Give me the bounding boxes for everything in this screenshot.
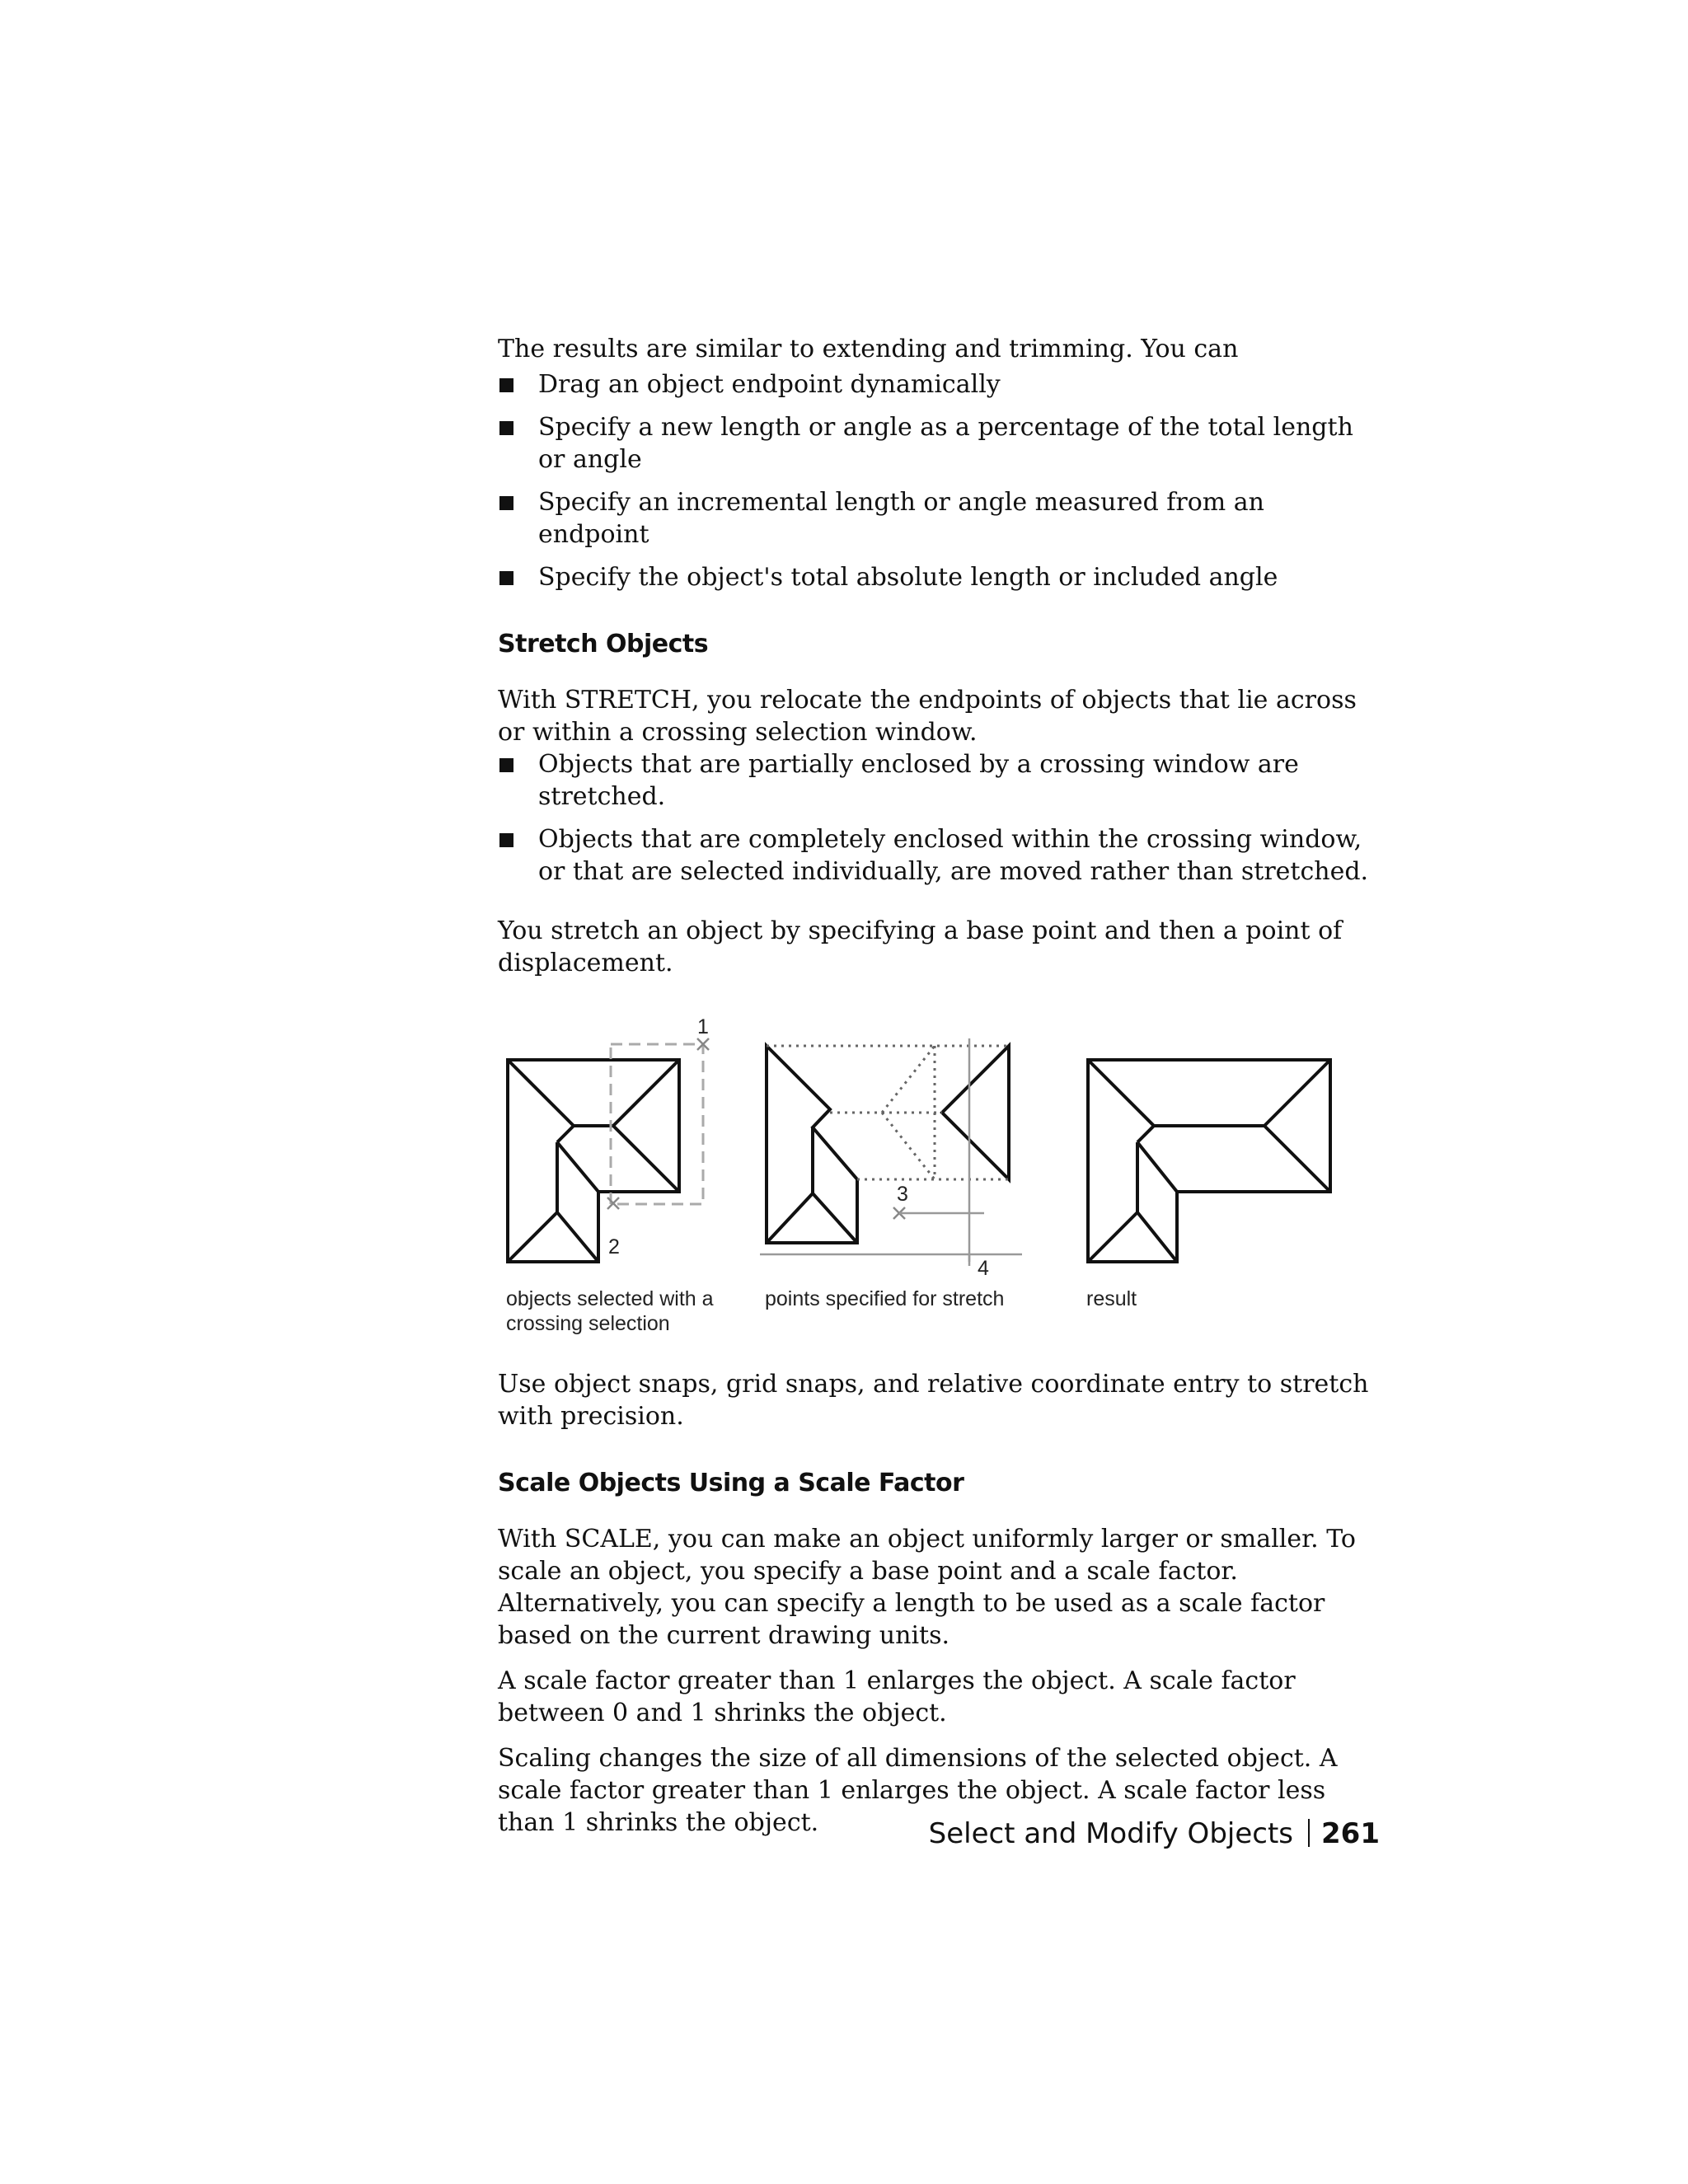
stretch-paragraph-1: With STRETCH, you relocate the endpoints of objects that lie across or within a crossing selection window. — [498, 686, 1357, 747]
scale-paragraph-2: A scale factor greater than 1 enlarges the object. A scale factor between 0 and 1 shrinks the object. — [498, 1666, 1296, 1727]
original-shape — [508, 1060, 679, 1262]
bullet-list-stretch — [498, 748, 1380, 888]
section-heading-scale: Scale Objects Using a Scale Factor — [498, 1469, 964, 1497]
ghost-lines — [767, 1046, 1009, 1179]
intro-paragraph: The results are similar to extending and trimming. You can — [498, 335, 1239, 363]
stretch-paragraph-2: You stretch an object by specifying a base point and then a point of displacement. — [498, 916, 1343, 977]
list-item — [498, 561, 1380, 593]
section-heading-stretch: Stretch Objects — [498, 630, 709, 658]
list-item-text: Specify the object's total absolute length or included angle — [538, 563, 1278, 592]
bullet-square-icon — [499, 378, 513, 392]
scale-paragraph-3: Scaling changes the size of all dimensions of the selected object. A scale factor greater than 1 enlarges the object. A scale factor less than 1 shrinks the object. — [498, 1744, 1338, 1837]
page-content — [498, 333, 1380, 1839]
bullet-square-icon — [499, 496, 513, 510]
list-item-text: Specify an incremental length or angle measured from an endpoint — [538, 488, 1265, 549]
list-item-text: Objects that are partially enclosed by a crossing window are stretched. — [538, 750, 1299, 811]
scale-paragraph-1: With SCALE, you can make an object uniformly larger or smaller. To scale an object, you specify a base point and a scale factor. Alternatively, you can specify a length to be used as a scale factor based on the current drawing units. — [498, 1525, 1356, 1650]
list-item — [498, 748, 1380, 813]
after-figure-paragraph: Use object snaps, grid snaps, and relative coordinate entry to stretch with precision. — [498, 1370, 1369, 1431]
callout-number: 1 — [697, 1015, 709, 1038]
list-item — [498, 368, 1380, 401]
footer-separator — [1308, 1819, 1310, 1847]
bullet-list-options — [498, 368, 1380, 593]
list-item — [498, 823, 1380, 888]
bullet-square-icon — [499, 758, 513, 772]
caption-stretch-points: points specified for stretch — [765, 1287, 1005, 1310]
callout-number: 3 — [897, 1183, 908, 1206]
caption-result: result — [1086, 1287, 1137, 1310]
stretch-figure — [498, 1015, 1380, 1348]
page-number: 261 — [1321, 1817, 1380, 1850]
page-footer — [929, 1817, 1380, 1850]
bullet-square-icon — [499, 421, 513, 435]
callout-number: 2 — [608, 1235, 620, 1258]
bullet-square-icon — [499, 833, 513, 847]
result-shape — [1088, 1060, 1330, 1262]
list-item-text: Objects that are completely enclosed within the crossing window, or that are selected individually, are moved rather than stretched. — [538, 825, 1369, 886]
footer-section-title: Select and Modify Objects — [928, 1817, 1294, 1850]
list-item — [498, 411, 1380, 476]
callout-number: 4 — [978, 1257, 989, 1280]
list-item — [498, 486, 1380, 551]
caption-crossing-selection: objects selected with a crossing selection — [506, 1287, 714, 1335]
list-item-text: Drag an object endpoint dynamically — [538, 370, 1001, 399]
crossing-window — [611, 1044, 703, 1204]
bullet-square-icon — [499, 571, 513, 585]
list-item-text: Specify a new length or angle as a percentage of the total length or angle — [538, 413, 1353, 474]
